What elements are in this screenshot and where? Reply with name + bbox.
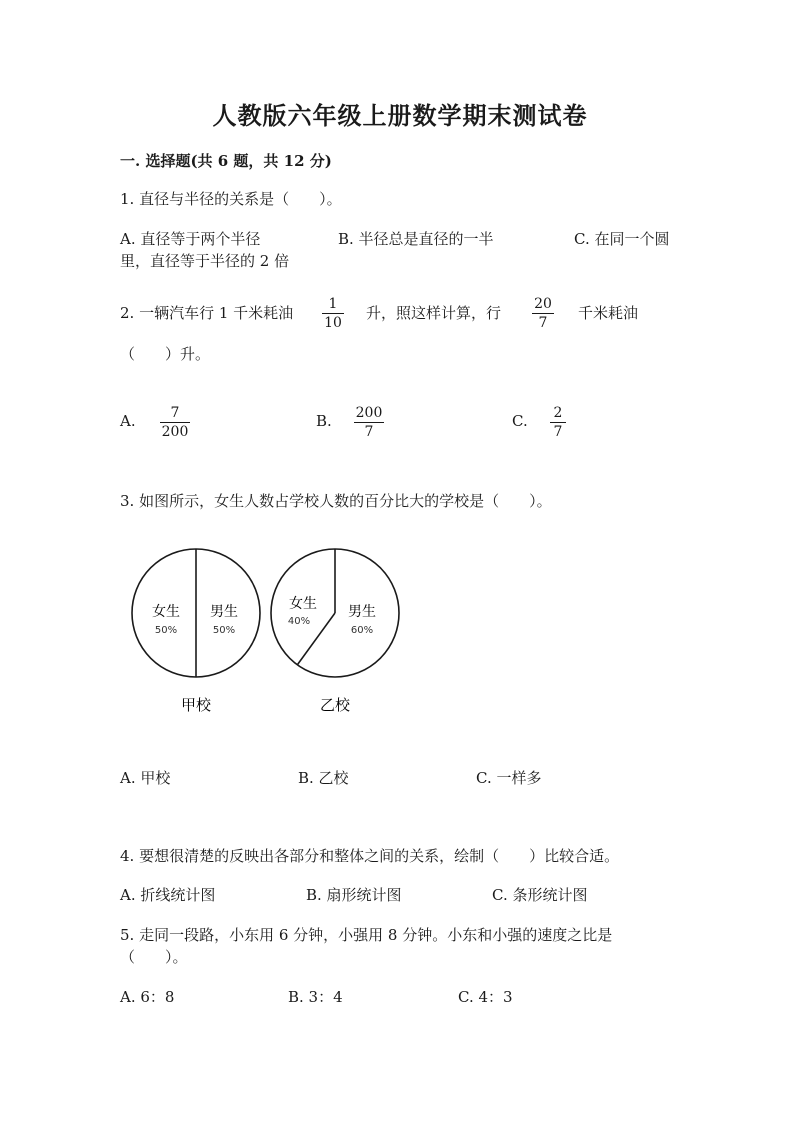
question-2-option-a-fraction: [160, 405, 190, 440]
fraction-bar: [322, 313, 344, 314]
question-2-text-part1: 2. 一辆汽车行 1 千米耗油: [120, 304, 294, 322]
fraction-denominator: 7: [538, 315, 548, 331]
question-5-option-c: C. 4：3: [458, 988, 513, 1006]
question-4-option-a: A. 折线统计图: [120, 886, 216, 904]
question-1-option-b: B. 半径总是直径的一半: [338, 230, 494, 248]
question-2-answer-blank: （ ）升。: [120, 345, 211, 363]
pie-chart-jia-girls-percent: 50%: [154, 625, 178, 636]
question-3-option-a: A. 甲校: [120, 769, 171, 787]
pie-chart-jia-girls-label: 女生: [152, 604, 180, 620]
question-2-option-a-label: A.: [120, 412, 136, 430]
pie-chart-jia-caption: 甲校: [180, 696, 212, 714]
pie-chart-school-yi: [271, 549, 399, 714]
pie-chart-jia-boys-percent: 50%: [212, 625, 236, 636]
fraction-numerator: 200: [355, 405, 383, 421]
question-3-option-c: C. 一样多: [476, 769, 542, 787]
question-2-option-c-fraction: [550, 405, 566, 440]
question-2-option-b-fraction: [354, 405, 384, 440]
section-heading: 一. 选择题(共 6 题，共 12 分): [120, 152, 332, 170]
fraction-denominator: 200: [161, 424, 189, 440]
question-1-stem: 1. 直径与半径的关系是（ ）。: [120, 190, 342, 208]
question-4-stem: 4. 要想很清楚的反映出各部分和整体之间的关系，绘制（ ）比较合适。: [120, 847, 620, 865]
fraction-numerator: 1: [328, 296, 338, 312]
question-2-fraction-2: [532, 296, 554, 331]
fraction-denominator: 7: [553, 424, 563, 440]
question-5-stem: 5. 走同一段路，小东用 6 分钟，小强用 8 分钟。小东和小强的速度之比是: [120, 926, 613, 944]
pie-chart-jia-boys-label: 男生: [210, 604, 238, 620]
fraction-numerator: 20: [534, 296, 552, 312]
question-2-text-part2: 升，照这样计算，行: [366, 304, 502, 322]
question-5-option-b: B. 3：4: [288, 988, 343, 1006]
question-2-text-part3: 千米耗油: [578, 304, 639, 322]
fraction-numerator: 7: [170, 405, 180, 421]
question-4-option-b: B. 扇形统计图: [306, 886, 402, 904]
page-title: 人教版六年级上册数学期末测试卷: [212, 101, 588, 130]
question-3-option-b: B. 乙校: [298, 769, 349, 787]
question-1-option-c-continued: 里，直径等于半径的 2 倍: [120, 252, 290, 270]
fraction-denominator: 7: [364, 424, 374, 440]
question-1-option-a: A. 直径等于两个半径: [120, 230, 261, 248]
fraction-bar: [354, 422, 384, 423]
fraction-bar: [550, 422, 566, 423]
pie-chart-yi-boys-label: 男生: [348, 604, 376, 620]
question-3-stem: 3. 如图所示，女生人数占学校人数的百分比大的学校是（ ）。: [120, 492, 552, 510]
question-5-stem-continued: （ ）。: [120, 948, 188, 966]
pie-chart-school-jia: [132, 549, 260, 714]
pie-chart-yi-boys-percent: 60%: [350, 625, 374, 636]
fraction-denominator: 10: [324, 315, 342, 331]
question-2-option-c-label: C.: [512, 412, 528, 430]
pie-charts-figure: [128, 545, 418, 725]
question-2-option-b-label: B.: [316, 412, 332, 430]
question-5-option-a: A. 6：8: [120, 988, 175, 1006]
question-2-fraction-1: [322, 296, 344, 331]
pie-chart-yi-girls-percent: 40%: [287, 616, 311, 627]
pie-chart-yi-girls-label: 女生: [289, 596, 317, 612]
question-1-option-c: C. 在同一个圆: [574, 230, 670, 248]
fraction-numerator: 2: [553, 405, 563, 421]
question-4-option-c: C. 条形统计图: [492, 886, 588, 904]
pie-chart-yi-caption: 乙校: [319, 696, 351, 714]
fraction-bar: [160, 422, 190, 423]
fraction-bar: [532, 313, 554, 314]
